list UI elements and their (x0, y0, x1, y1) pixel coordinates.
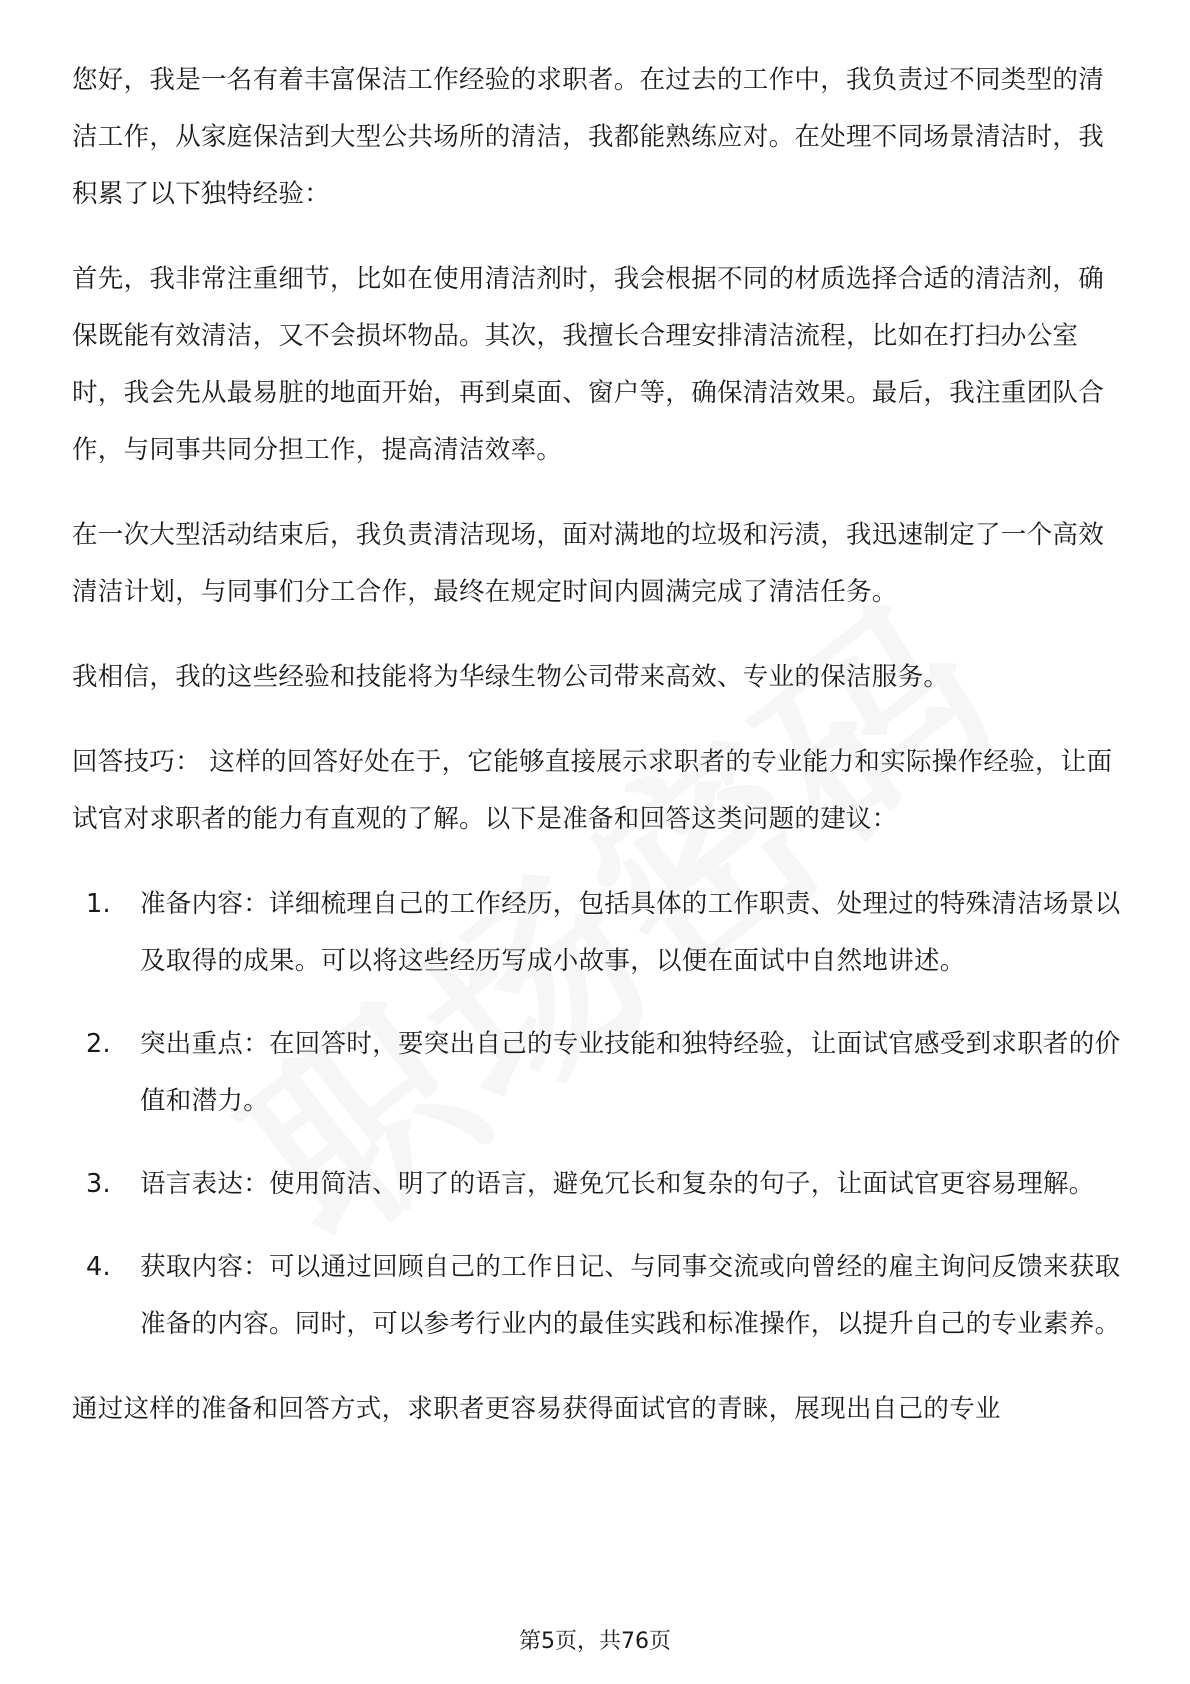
intro-paragraph: 您好，我是一名有着丰富保洁工作经验的求职者。在过去的工作中，我负责过不同类型的清洁工作，从家庭保洁到大型公共场所的清洁，我都能熟练应对。在处理不同场景清洁时，我积累了以下独特经验： (72, 65, 1105, 209)
list-number: 1. (86, 889, 111, 919)
list-text: 获取内容：可以通过回顾自己的工作日记、与同事交流或向曾经的雇主询问反馈来获取准备的内容。同时，可以参考行业内的最佳实践和标准操作，以提升自己的专业素养。 (140, 1252, 1121, 1339)
list-item (72, 1239, 1122, 1353)
list-number: 3. (86, 1169, 111, 1199)
belief-paragraph: 我相信，我的这些经验和技能将为华绿生物公司带来高效、专业的保洁服务。 (72, 662, 950, 692)
list-number: 4. (86, 1252, 111, 1282)
tips-intro-paragraph: 回答技巧： 这样的回答好处在于，它能够直接展示求职者的专业能力和实际操作经验，让面试官对求职者的能力有直观的了解。以下是准备和回答这类问题的建议： (72, 747, 1113, 834)
list-item (72, 876, 1122, 990)
list-number: 2. (86, 1029, 111, 1059)
list-item (72, 1156, 1122, 1213)
page-number: 第5页，共76页 (519, 1629, 671, 1654)
document-body (72, 52, 1122, 1438)
tips-list (72, 876, 1122, 1353)
example-paragraph: 在一次大型活动结束后，我负责清洁现场，面对满地的垃圾和污渍，我迅速制定了一个高效清洁计划，与同事们分工合作，最终在规定时间内圆满完成了清洁任务。 (72, 520, 1105, 607)
closing-paragraph: 通过这样的准备和回答方式，求职者更容易获得面试官的青睐，展现出自己的专业 (72, 1394, 1001, 1424)
details-paragraph: 首先，我非常注重细节，比如在使用清洁剂时，我会根据不同的材质选择合适的清洁剂，确保既能有效清洁，又不会损坏物品。其次，我擅长合理安排清洁流程，比如在打扫办公室时，我会先从最易脏的地面开始，再到桌面、窗户等，确保清洁效果。最后，我注重团队合作，与同事共同分担工作，提高清洁效率。 (72, 264, 1105, 465)
list-text: 准备内容：详细梳理自己的工作经历，包括具体的工作职责、处理过的特殊清洁场景以及取得的成果。可以将这些经历写成小故事，以便在面试中自然地讲述。 (140, 889, 1121, 976)
list-text: 语言表达：使用简洁、明了的语言，避免冗长和复杂的句子，让面试官更容易理解。 (140, 1169, 1095, 1199)
list-item (72, 1016, 1122, 1130)
list-text: 突出重点：在回答时，要突出自己的专业技能和独特经验，让面试官感受到求职者的价值和潜力。 (140, 1029, 1121, 1116)
